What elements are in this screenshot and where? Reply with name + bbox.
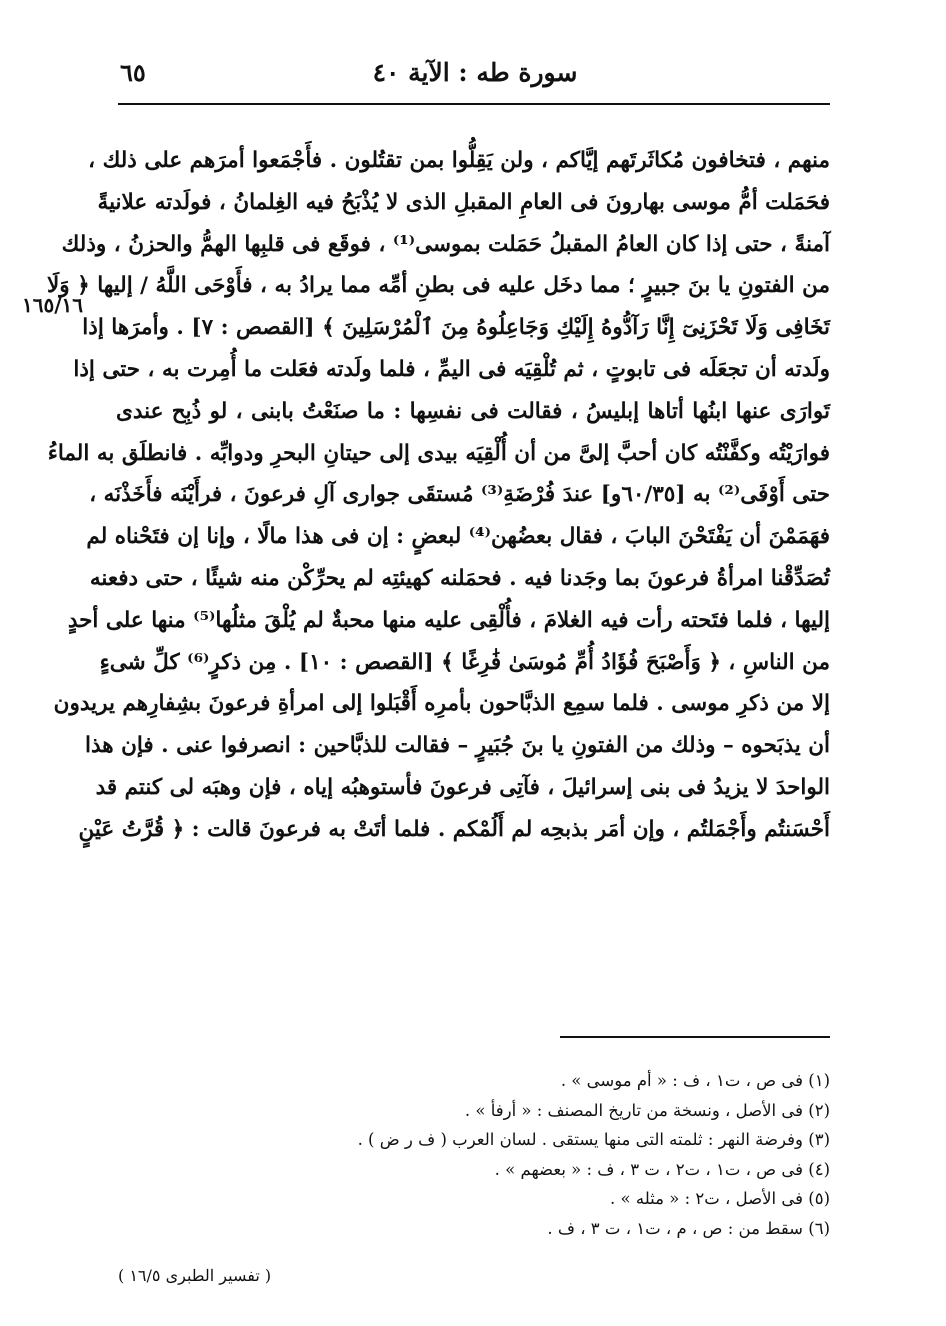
body-line: أَحْسَنتُم وأَجْمَلتُم ، وإن أمَر بذبحِه لم أَلُمْكم . فلما أتَتْ به فرعونَ قالت : ﴿ قُرَّتُ عَيْنٍ (78, 816, 830, 842)
footnotes (116, 1066, 830, 1244)
body-line: فهَمَمْنَ أن يَفْتَحْنَ البابَ ، فقال بعضُهن⁽⁴⁾ لبعضٍ : إن فى هذا مالًا ، وإنا إن فتَحْناه لم (86, 524, 830, 550)
body-line: تُصَدِّقْنا امرأةُ فرعونَ بما وجَدنا فيه . فحمَلنه كهيئتِه لم يحرِّكْن منه شيئًا ، حتى دفعنه (89, 565, 830, 591)
footnote: (٤) فى ص ، ت١ ، ت٢ ، ت ٣ ، ف : « بعضهم » . (494, 1159, 830, 1179)
footnote: (٦) سقط من : ص ، م ، ت١ ، ت ٣ ، ف . (547, 1218, 830, 1238)
body-line: آمنةً ، حتى إذا كان العامُ المقبلُ حَمَلت بموسى⁽¹⁾ ، فوقَع فى قلبِها الهمُّ والحزنُ ، وذلك (61, 231, 830, 257)
body-line: من الناسِ ، ﴿ وَأَصْبَحَ فُؤَادُ أُمِّ مُوسَىٰ فَٰرِغًا ﴾ [القصص : ١٠] . مِن ذكرٍ⁽⁶⁾ كلِّ شىءٍ (99, 649, 830, 675)
body-line: أن يذبَحوه – وذلك من الفتونِ يا بنَ جُبَيرٍ – فقالت للذبَّاحين : انصرفوا عنى . فإن هذا (84, 733, 830, 759)
footnote-rule (560, 1036, 830, 1038)
header-rule (118, 103, 830, 105)
body-line: منهم ، فتخافون مُكاثَرتَهم إيَّاكم ، ولن يَقِلُّوا بمن تقتُلون . فأَجْمَعوا أمرَهم على ذلك ، (88, 148, 830, 173)
body-line: إليها ، فلما فتَحته رأت فيه الغلامَ ، فأُلْقِى عليه منها محبةٌ لم يُلْقَ مثلُها⁽⁵⁾ منها على أحدٍ (67, 607, 830, 633)
body-line: تَخَافِى وَلَا تَحْزَنِىٓ إِنَّا رَآدُّوهُ إِلَيْكِ وَجَاعِلُوهُ مِنَ ٱلْمُرْسَلِينَ ﴾ [القصص : ٧] . وأمرَها إذا (82, 315, 830, 341)
body-line: من الفتونِ يا بنَ جبيرٍ ؛ مما دخَل عليه فى بطنِ أمِّه مما يرادُ به ، فأَوْحَى اللَّهُ / إليها ﴿ وَلَا (46, 273, 830, 299)
margin-reference: ١٦٥/١٦ (22, 293, 84, 317)
body-line: تَوارَى عنها ابنُها أتاها إبليسُ ، فقالت فى نفسِها : ما صنَعْتُ بابنى ، لو ذُبِح عندى (116, 398, 830, 424)
footnote: (٥) فى الأصل ، ت٢ : « مثله » . (610, 1189, 830, 1209)
body-line: حتى أَوْفَى⁽²⁾ به [٦٠/٣٥و] عندَ فُرْضَةِ⁽³⁾ مُستقَى جوارى آلِ فرعونَ ، فرأَيْنَه فأَخَذْنَه ، (89, 482, 830, 508)
body-line: فحَمَلت أمُّ موسى بهارونَ فى العامِ المقبلِ الذى لا يُذْبَحُ فيه الغِلمانُ ، فولَدته علانيةً (97, 189, 830, 215)
page-header (120, 58, 830, 94)
page-number: ٦٥ (120, 58, 146, 87)
body-line: ولَدته أن تجعَلَه فى تابوتٍ ، ثم تُلْقِيَه فى اليمِّ ، فلما ولَدته فعَلت ما أُمِرت به ، حتى إذا (73, 356, 830, 382)
footnote: (١) فى ص ، ت١ ، ف : « أم موسى » . (560, 1071, 830, 1090)
body-line: فوارَيْتُه وكفَّنْتُه كان أحبَّ إلىَّ من أن أُلْقِيَه بيدى إلى حيتانِ البحرِ ودوابِّه . فانطلَق به الماءُ (47, 440, 830, 466)
running-title: سورة طه : الآية ٤٠ (372, 58, 578, 87)
body-line: الواحدَ لا يزيدُ فى بنى إسرائيلَ ، فآتِى فرعونَ فأستوهبُه إياه ، فإن وهبَه لى كنتم قد (95, 774, 830, 800)
footnote: (٣) وفرضة النهر : ثلمته التى منها يستقى . لسان العرب ( ف ر ض ) . (357, 1130, 830, 1150)
signature-mark: ( تفسير الطبرى ١٦/٥ ) (118, 1266, 272, 1285)
body-line: إلا من ذكرِ موسى . فلما سمِع الذبَّاحون بأمرِه أَقْبَلوا إلى امرأةِ فرعونَ بشِفارِهم يريدون (53, 691, 830, 717)
footnote: (٢) فى الأصل ، ونسخة من تاريخ المصنف : « أرفأ » . (464, 1100, 830, 1120)
